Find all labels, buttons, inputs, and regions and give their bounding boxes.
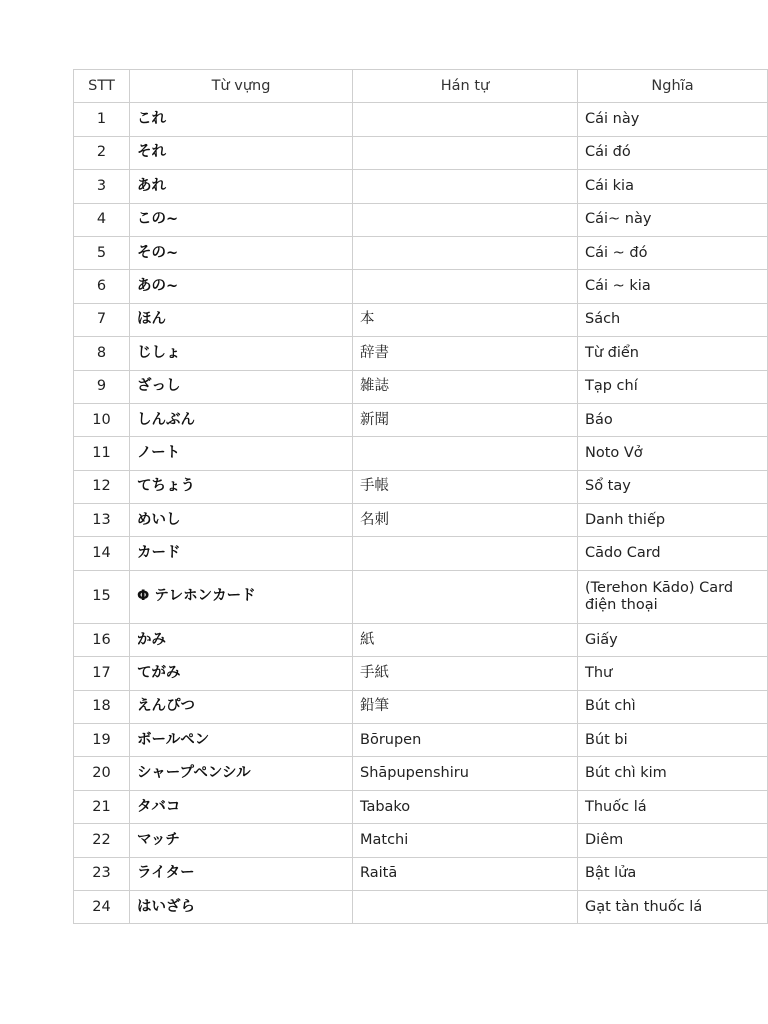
cell-stt: 20	[74, 757, 130, 790]
table-row	[74, 657, 768, 690]
cell-kanji	[353, 203, 578, 236]
cell-word: じしょ	[130, 337, 353, 370]
cell-kanji: 手帳	[353, 470, 578, 503]
header-kanji: Hán tự	[353, 70, 578, 103]
cell-stt: 5	[74, 236, 130, 269]
cell-stt: 16	[74, 623, 130, 656]
cell-word: ライター	[130, 857, 353, 890]
cell-stt: 7	[74, 303, 130, 336]
cell-stt: 24	[74, 890, 130, 923]
cell-meaning: Cái ~ kia	[578, 270, 768, 303]
table-row	[74, 824, 768, 857]
cell-kanji	[353, 103, 578, 136]
table-row	[74, 623, 768, 656]
cell-stt: 4	[74, 203, 130, 236]
cell-word: ノート	[130, 437, 353, 470]
cell-word: タバコ	[130, 790, 353, 823]
cell-word: ボールペン	[130, 724, 353, 757]
cell-meaning: Sách	[578, 303, 768, 336]
cell-word: カード	[130, 537, 353, 570]
table-row	[74, 370, 768, 403]
cell-meaning: Thư	[578, 657, 768, 690]
cell-meaning: Gạt tàn thuốc lá	[578, 890, 768, 923]
table-row	[74, 270, 768, 303]
table-row	[74, 504, 768, 537]
cell-meaning: Bút chì kim	[578, 757, 768, 790]
cell-meaning: Noto Vở	[578, 437, 768, 470]
cell-word: めいし	[130, 504, 353, 537]
cell-meaning: Sổ tay	[578, 470, 768, 503]
cell-stt: 12	[74, 470, 130, 503]
cell-meaning: Bút bi	[578, 724, 768, 757]
table-row	[74, 690, 768, 723]
table-row	[74, 470, 768, 503]
cell-kanji	[353, 890, 578, 923]
cell-kanji: Raitā	[353, 857, 578, 890]
cell-meaning: Thuốc lá	[578, 790, 768, 823]
cell-stt: 3	[74, 170, 130, 203]
cell-word: シャープペンシル	[130, 757, 353, 790]
header-meaning: Nghĩa	[578, 70, 768, 103]
cell-word: てがみ	[130, 657, 353, 690]
cell-word: ざっし	[130, 370, 353, 403]
cell-kanji	[353, 236, 578, 269]
cell-kanji: 紙	[353, 623, 578, 656]
cell-kanji: Bōrupen	[353, 724, 578, 757]
table-row	[74, 724, 768, 757]
table-row	[74, 170, 768, 203]
cell-kanji	[353, 570, 578, 623]
cell-stt: 10	[74, 403, 130, 436]
table-row	[74, 437, 768, 470]
cell-stt: 2	[74, 136, 130, 169]
cell-word: ほん	[130, 303, 353, 336]
cell-word: これ	[130, 103, 353, 136]
cell-meaning: Danh thiếp	[578, 504, 768, 537]
cell-stt: 23	[74, 857, 130, 890]
cell-stt: 6	[74, 270, 130, 303]
header-stt: STT	[74, 70, 130, 103]
cell-meaning: Giấy	[578, 623, 768, 656]
cell-meaning: Diêm	[578, 824, 768, 857]
cell-kanji	[353, 437, 578, 470]
cell-meaning: Từ điển	[578, 337, 768, 370]
cell-meaning: (Terehon Kādo) Card điện thoại	[578, 570, 768, 623]
table-body	[74, 103, 768, 924]
table-row	[74, 790, 768, 823]
cell-kanji: 新聞	[353, 403, 578, 436]
cell-kanji: 鉛筆	[353, 690, 578, 723]
table-row	[74, 403, 768, 436]
cell-meaning: Tạp chí	[578, 370, 768, 403]
header-word: Từ vựng	[130, 70, 353, 103]
table-row	[74, 857, 768, 890]
cell-kanji: Shāpupenshiru	[353, 757, 578, 790]
table-row	[74, 203, 768, 236]
cell-meaning: Cái ~ đó	[578, 236, 768, 269]
cell-stt: 19	[74, 724, 130, 757]
cell-word: その~	[130, 236, 353, 269]
cell-stt: 9	[74, 370, 130, 403]
table-row	[74, 570, 768, 623]
table-row	[74, 537, 768, 570]
table-row	[74, 303, 768, 336]
cell-word: この~	[130, 203, 353, 236]
table-row	[74, 103, 768, 136]
cell-kanji: 名刺	[353, 504, 578, 537]
cell-kanji	[353, 270, 578, 303]
cell-stt: 15	[74, 570, 130, 623]
cell-stt: 22	[74, 824, 130, 857]
cell-kanji	[353, 170, 578, 203]
cell-stt: 13	[74, 504, 130, 537]
cell-kanji: Tabako	[353, 790, 578, 823]
cell-kanji	[353, 136, 578, 169]
cell-stt: 14	[74, 537, 130, 570]
cell-meaning: Bật lửa	[578, 857, 768, 890]
header-row	[74, 70, 768, 103]
table-row	[74, 136, 768, 169]
table-row	[74, 890, 768, 923]
cell-kanji: 手紙	[353, 657, 578, 690]
cell-kanji: 辞書	[353, 337, 578, 370]
cell-meaning: Cái đó	[578, 136, 768, 169]
cell-stt: 8	[74, 337, 130, 370]
cell-word: あれ	[130, 170, 353, 203]
cell-meaning: Cādo Card	[578, 537, 768, 570]
cell-word: かみ	[130, 623, 353, 656]
table-row	[74, 337, 768, 370]
cell-word: マッチ	[130, 824, 353, 857]
cell-stt: 18	[74, 690, 130, 723]
cell-stt: 1	[74, 103, 130, 136]
table-row	[74, 236, 768, 269]
cell-word: それ	[130, 136, 353, 169]
cell-meaning: Cái kia	[578, 170, 768, 203]
cell-kanji	[353, 537, 578, 570]
cell-stt: 11	[74, 437, 130, 470]
cell-meaning: Cái~ này	[578, 203, 768, 236]
cell-kanji: 雑誌	[353, 370, 578, 403]
cell-meaning: Cái này	[578, 103, 768, 136]
table-row	[74, 757, 768, 790]
cell-meaning: Báo	[578, 403, 768, 436]
cell-word: あの~	[130, 270, 353, 303]
cell-word: えんぴつ	[130, 690, 353, 723]
vocabulary-table	[73, 69, 768, 924]
cell-stt: 17	[74, 657, 130, 690]
cell-word: はいざら	[130, 890, 353, 923]
cell-word: てちょう	[130, 470, 353, 503]
cell-kanji: 本	[353, 303, 578, 336]
cell-meaning: Bút chì	[578, 690, 768, 723]
cell-stt: 21	[74, 790, 130, 823]
cell-word: しんぶん	[130, 403, 353, 436]
cell-word: Φ テレホンカード	[130, 570, 353, 623]
cell-kanji: Matchi	[353, 824, 578, 857]
